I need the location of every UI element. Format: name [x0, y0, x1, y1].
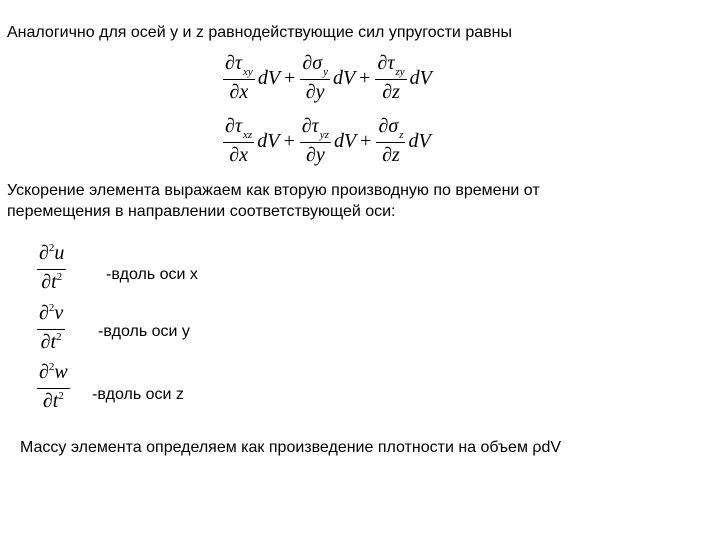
- equation-y: [222, 52, 432, 104]
- dv-symbol: dV: [257, 129, 280, 152]
- plus-sign: +: [284, 66, 296, 89]
- acceleration-text-line1: Ускорение элемента выражаем как вторую производную по времени от: [7, 182, 540, 199]
- label-along-x: -вдоль оси x: [106, 266, 198, 283]
- numerator: ∂τ: [377, 52, 395, 74]
- derivative-u: [36, 242, 67, 297]
- subscript: xz: [243, 129, 253, 141]
- fraction-sigma-z: [376, 115, 405, 167]
- subscript: zy: [395, 66, 405, 78]
- fraction-d2u-dt2: [37, 242, 66, 297]
- denominator: ∂y: [305, 144, 325, 166]
- variable: u: [54, 242, 65, 264]
- power: 2: [48, 361, 55, 373]
- subscript: z: [399, 129, 404, 141]
- power: 2: [48, 242, 55, 254]
- denominator: ∂t: [41, 271, 57, 293]
- dv-symbol: dV: [333, 129, 357, 152]
- subscript: yz: [319, 129, 329, 141]
- dv-symbol: dV: [408, 129, 431, 152]
- derivative-v: [36, 302, 66, 357]
- label-along-y: -вдоль оси y: [98, 323, 190, 340]
- numerator: ∂σ: [302, 52, 323, 74]
- numerator: ∂σ: [378, 115, 399, 137]
- denominator: ∂x: [229, 144, 248, 166]
- denominator: ∂z: [382, 81, 400, 103]
- fraction-sigma-y: [300, 52, 330, 104]
- numerator: ∂τ: [225, 52, 243, 74]
- variable: w: [54, 361, 68, 383]
- subscript: xy: [243, 66, 253, 78]
- partial-symbol: ∂: [39, 302, 49, 324]
- dv-symbol: dV: [257, 66, 281, 89]
- denominator: ∂t: [40, 331, 57, 353]
- numerator: ∂τ: [301, 115, 319, 137]
- denominator: ∂y: [305, 81, 325, 103]
- fraction-tau-zy: [375, 52, 406, 104]
- denominator: ∂z: [382, 144, 400, 166]
- partial-symbol: ∂: [39, 242, 49, 264]
- fraction-tau-xz: [223, 115, 254, 167]
- variable: v: [54, 302, 64, 324]
- denominator: ∂x: [229, 81, 249, 103]
- derivative-w: [36, 361, 71, 416]
- plus-sign: +: [360, 129, 372, 152]
- fraction-d2v-dt2: [37, 302, 65, 357]
- fraction-tau-yz: [300, 115, 331, 167]
- partial-symbol: ∂: [39, 361, 49, 383]
- equation-z: [222, 115, 431, 167]
- power: 2: [56, 331, 62, 343]
- fraction-tau-xy: [223, 52, 255, 104]
- fraction-d2w-dt2: [37, 361, 70, 416]
- label-along-z: -вдоль оси z: [92, 386, 184, 403]
- power: 2: [58, 390, 64, 402]
- plus-sign: +: [283, 129, 295, 152]
- power: 2: [56, 271, 63, 283]
- acceleration-text-line2: перемещения в направлении соответствующей оси:: [7, 203, 396, 220]
- power: 2: [48, 302, 55, 314]
- dv-symbol: dV: [332, 66, 356, 89]
- mass-text: Массу элемента определяем как произведение плотности на объем ρdV: [20, 439, 562, 456]
- numerator: ∂τ: [225, 115, 243, 137]
- dv-symbol: dV: [409, 66, 432, 89]
- plus-sign: +: [359, 66, 371, 89]
- denominator: ∂t: [42, 390, 59, 412]
- subscript: y: [323, 66, 328, 78]
- intro-text: Аналогично для осей y и z равнодействующие сил упругости равны: [7, 24, 512, 41]
